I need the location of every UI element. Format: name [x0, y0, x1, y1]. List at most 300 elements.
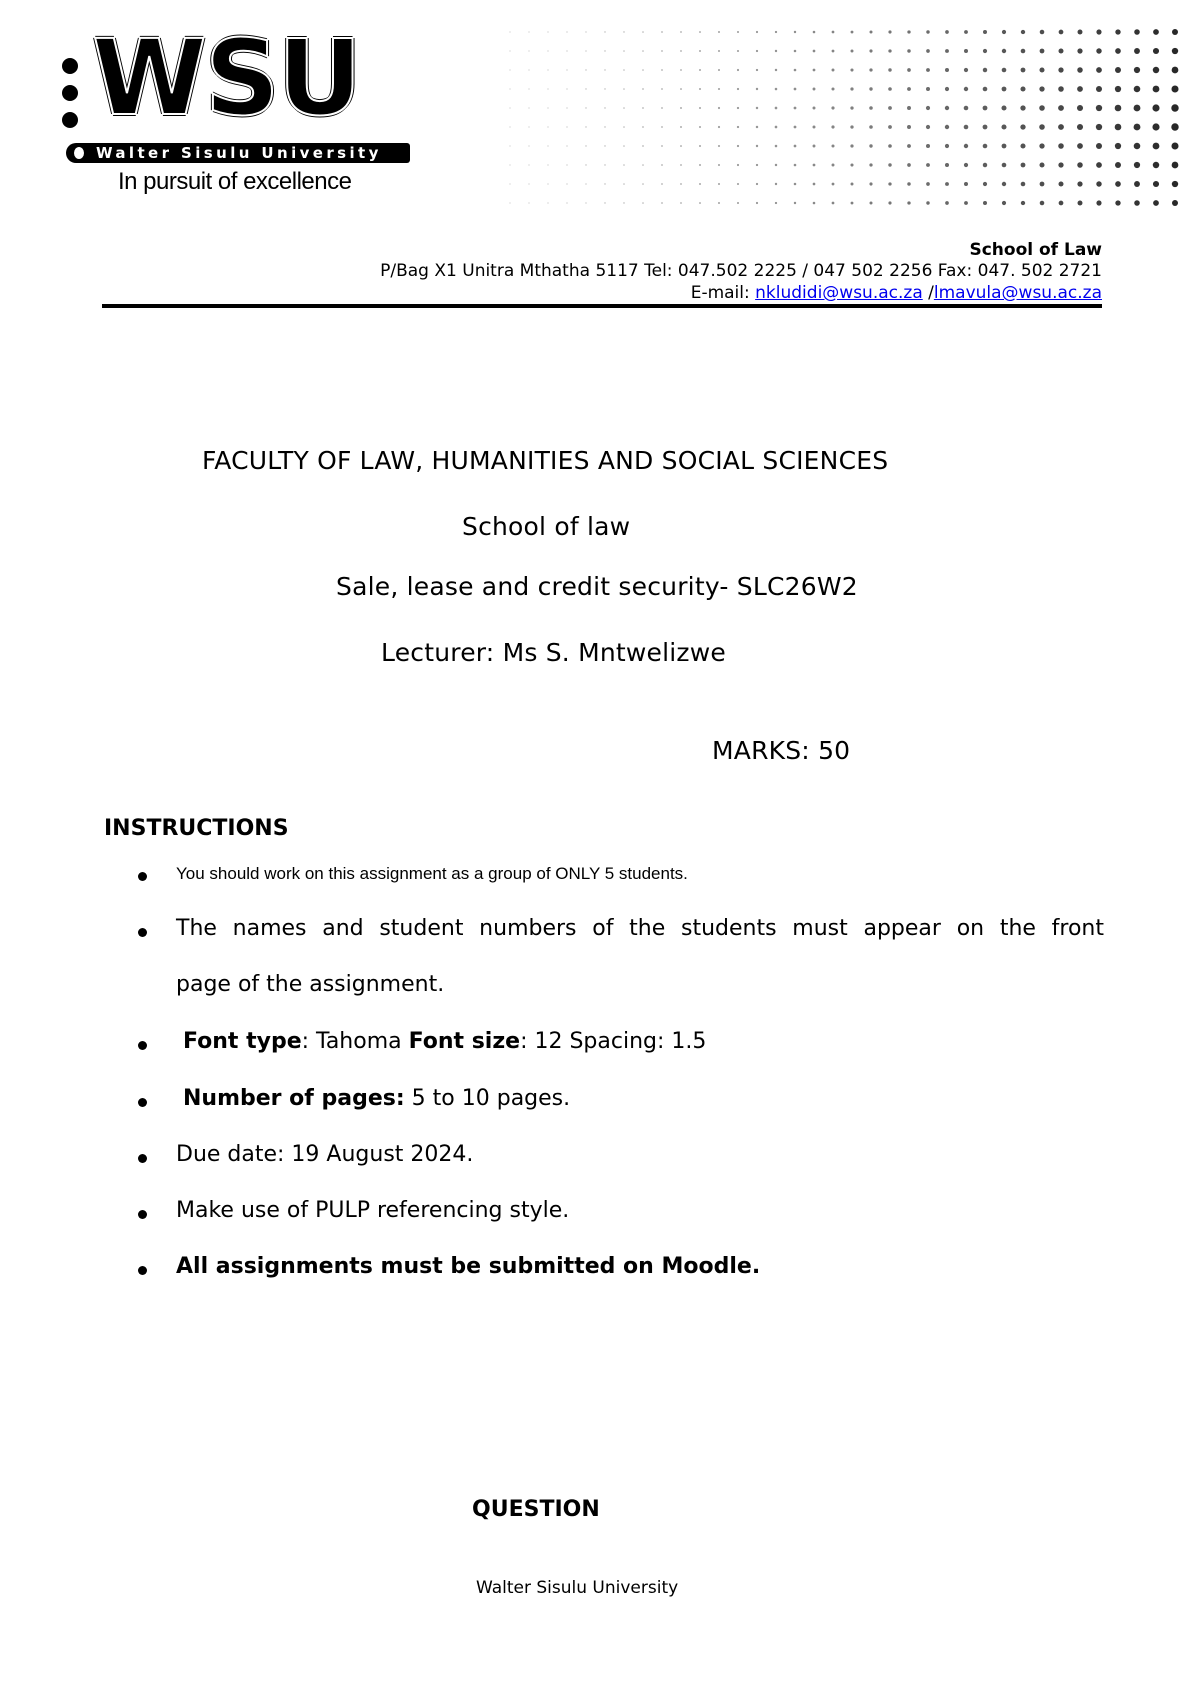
halftone-dot — [870, 202, 873, 205]
halftone-dot — [680, 107, 682, 109]
halftone-dot — [1021, 163, 1026, 168]
header-email — [691, 283, 1102, 303]
halftone-dot — [945, 49, 949, 53]
halftone-dot — [832, 202, 835, 205]
halftone-dot — [566, 50, 567, 51]
halftone-dot — [888, 30, 891, 33]
footer-text: Walter Sisulu University — [476, 1578, 679, 1598]
halftone-dot — [850, 125, 853, 128]
halftone-dot — [964, 125, 969, 130]
halftone-dot — [1134, 86, 1141, 93]
logo-tagline: In pursuit of excellence — [118, 168, 352, 195]
halftone-dot — [756, 31, 758, 33]
halftone-dot — [718, 88, 720, 90]
bullet-icon — [138, 872, 147, 881]
halftone-dot — [1172, 200, 1178, 206]
halftone-dot — [737, 183, 739, 185]
halftone-dot — [756, 107, 758, 109]
halftone-dot — [718, 145, 720, 147]
halftone-dot — [623, 164, 625, 166]
halftone-dot — [1078, 30, 1083, 35]
halftone-dot — [983, 30, 987, 34]
instruction-item: Due date: 19 August 2024. — [176, 1142, 474, 1167]
halftone-dot — [604, 50, 605, 51]
halftone-dot — [680, 88, 682, 90]
halftone-dot — [509, 50, 510, 51]
halftone-dot — [585, 164, 586, 165]
faculty-title: FACULTY OF LAW, HUMANITIES AND SOCIAL SCIENCES — [202, 446, 889, 475]
halftone-dot — [680, 183, 682, 185]
halftone-dot — [869, 87, 872, 90]
halftone-dot — [1134, 105, 1141, 112]
halftone-dot — [1115, 29, 1120, 34]
halftone-dot — [850, 144, 853, 147]
bullet-icon — [138, 1098, 147, 1107]
halftone-dot — [680, 164, 682, 166]
halftone-dot — [926, 144, 930, 148]
halftone-dot — [547, 202, 548, 203]
halftone-dot — [642, 31, 644, 33]
logo-university-name-text: Walter Sisulu University — [96, 144, 382, 162]
halftone-dot — [1134, 143, 1141, 150]
font-type-label: Font type — [183, 1029, 302, 1054]
halftone-dot — [813, 202, 816, 205]
halftone-dot — [964, 30, 968, 34]
halftone-dot — [623, 88, 625, 90]
halftone-dot — [907, 68, 911, 72]
halftone-dot — [888, 87, 892, 91]
halftone-dot — [1077, 124, 1083, 130]
halftone-dot — [794, 126, 797, 129]
instructions-heading: INSTRUCTIONS — [104, 816, 289, 841]
halftone-dot — [1001, 105, 1006, 110]
halftone-dot — [737, 126, 739, 128]
halftone-dot — [945, 182, 949, 186]
halftone-dot — [1039, 162, 1044, 167]
halftone-dot — [1172, 29, 1178, 35]
halftone-dot — [1172, 67, 1179, 74]
halftone-dot — [661, 107, 663, 109]
halftone-dot — [1077, 48, 1082, 53]
halftone-dot — [680, 202, 682, 204]
halftone-dot — [964, 49, 968, 53]
halftone-dot — [718, 126, 720, 128]
halftone-dot — [775, 88, 778, 91]
halftone-dot — [547, 164, 548, 165]
halftone-dot — [509, 88, 510, 89]
halftone-dot — [907, 182, 910, 185]
halftone-dot — [888, 163, 891, 166]
halftone-dot — [964, 182, 968, 186]
halftone-dot — [1077, 181, 1082, 186]
halftone-dot — [1096, 181, 1101, 186]
halftone-dot — [642, 88, 644, 90]
logo-university-name — [66, 143, 410, 163]
halftone-dot — [1058, 124, 1064, 130]
halftone-dot — [642, 202, 644, 204]
halftone-dot — [850, 106, 853, 109]
halftone-dot — [1077, 67, 1083, 73]
halftone-dot — [832, 50, 835, 53]
halftone-dot — [737, 50, 739, 52]
halftone-dot — [1077, 105, 1083, 111]
halftone-dot — [1172, 48, 1178, 54]
halftone-dot — [907, 49, 910, 52]
halftone-dot — [907, 87, 911, 91]
halftone-dot — [794, 164, 797, 167]
halftone-dot — [661, 50, 663, 52]
halftone-dot — [699, 202, 701, 204]
halftone-dot — [718, 202, 720, 204]
halftone-dot — [869, 49, 872, 52]
bullet-icon — [138, 928, 147, 937]
halftone-dot — [851, 183, 854, 186]
halftone-dot — [831, 106, 834, 109]
halftone-dot — [1152, 104, 1159, 111]
number-of-pages-label: Number of pages: — [183, 1086, 405, 1111]
halftone-dot — [642, 107, 644, 109]
halftone-dot — [547, 88, 548, 89]
halftone-dot — [813, 183, 816, 186]
halftone-dot — [813, 69, 816, 72]
halftone-dot — [1115, 200, 1120, 205]
halftone-dot — [680, 50, 682, 52]
halftone-dot — [869, 182, 872, 185]
halftone-dot — [1115, 181, 1121, 187]
halftone-dot — [850, 87, 853, 90]
halftone-dot — [661, 145, 663, 147]
halftone-dot — [888, 182, 891, 185]
halftone-dot — [1172, 181, 1178, 187]
halftone-dot — [1058, 162, 1063, 167]
halftone-dot — [775, 31, 777, 33]
halftone-dot — [528, 107, 529, 108]
halftone-dot — [756, 88, 758, 90]
halftone-dot — [907, 125, 911, 129]
halftone-dot — [699, 88, 701, 90]
halftone-dot — [945, 106, 949, 110]
halftone-dot — [964, 106, 969, 111]
halftone-dot — [718, 69, 720, 71]
halftone-dot — [869, 125, 873, 129]
halftone-dot — [775, 145, 778, 148]
email-label: E-mail: — [690, 283, 756, 303]
halftone-dot — [737, 145, 739, 147]
halftone-dot — [1171, 142, 1178, 149]
course-title: Sale, lease and credit security- SLC26W2 — [336, 572, 858, 601]
halftone-dot — [699, 31, 701, 33]
halftone-dot — [1115, 124, 1122, 131]
header-school: School of Law — [969, 240, 1102, 260]
halftone-dot — [737, 164, 739, 166]
halftone-dot — [1021, 201, 1025, 205]
email-separator: / — [922, 283, 934, 303]
halftone-dot — [585, 107, 586, 108]
halftone-dot — [699, 50, 701, 52]
halftone-dot — [547, 126, 548, 127]
halftone-dot — [907, 144, 911, 148]
halftone-dot — [1153, 200, 1159, 206]
halftone-dot — [1172, 162, 1179, 169]
halftone-dot — [926, 201, 929, 204]
halftone-dot — [888, 201, 891, 204]
halftone-dot — [1077, 143, 1083, 149]
halftone-dot — [1077, 86, 1083, 92]
halftone-dot — [832, 164, 835, 167]
halftone-dot — [888, 125, 892, 129]
halftone-dot — [566, 107, 567, 108]
bullet-icon — [138, 1266, 147, 1275]
halftone-dot — [1115, 48, 1121, 54]
halftone-dot — [851, 202, 854, 205]
halftone-dot — [528, 126, 529, 127]
bullet-icon — [138, 1154, 147, 1163]
halftone-dot — [888, 68, 891, 71]
halftone-dot — [1096, 29, 1101, 34]
halftone-dot — [699, 126, 701, 128]
halftone-dot — [509, 164, 510, 165]
halftone-dot — [851, 31, 854, 34]
halftone-dot — [623, 31, 624, 32]
halftone-dot — [870, 31, 873, 34]
halftone-dot — [1153, 162, 1159, 168]
halftone-dot — [888, 49, 891, 52]
halftone-dot — [869, 68, 872, 71]
halftone-dot — [528, 145, 529, 146]
halftone-dot — [509, 126, 510, 127]
halftone-dot — [528, 202, 529, 203]
halftone-dot — [1039, 105, 1045, 111]
halftone-dot — [1020, 86, 1025, 91]
halftone-dot — [737, 31, 739, 33]
halftone-dot — [831, 87, 834, 90]
halftone-dot — [983, 182, 987, 186]
instruction-item — [176, 1029, 706, 1054]
halftone-dot-pattern — [500, 22, 1200, 222]
halftone-dot — [926, 106, 930, 110]
halftone-dot — [869, 163, 872, 166]
halftone-dot — [869, 106, 873, 110]
halftone-dot — [794, 202, 796, 204]
halftone-dot — [661, 164, 663, 166]
halftone-dot — [1058, 105, 1064, 111]
halftone-dot — [945, 125, 949, 129]
instruction-item: You should work on this assignment as a group of ONLY 5 students. — [176, 864, 688, 883]
halftone-dot — [623, 107, 625, 109]
halftone-dot — [1096, 200, 1101, 205]
halftone-dot — [945, 144, 949, 148]
halftone-dot — [1020, 143, 1025, 148]
halftone-dot — [794, 183, 797, 186]
halftone-dot — [642, 145, 644, 147]
halftone-dot — [604, 145, 605, 146]
halftone-dot — [1096, 86, 1102, 92]
halftone-dot — [718, 183, 720, 185]
halftone-dot — [1058, 86, 1064, 92]
halftone-dot — [983, 106, 988, 111]
halftone-dot — [604, 164, 605, 165]
halftone-dot — [604, 202, 605, 203]
halftone-dot — [737, 69, 739, 71]
halftone-dot — [775, 202, 777, 204]
halftone-dot — [661, 69, 663, 71]
halftone-dot — [775, 164, 777, 166]
halftone-dot — [528, 31, 529, 32]
logo-dot — [62, 112, 78, 128]
halftone-dot — [1058, 67, 1063, 72]
halftone-dot — [1002, 68, 1007, 73]
halftone-dot — [680, 126, 682, 128]
halftone-dot — [983, 49, 987, 53]
halftone-dot — [699, 183, 701, 185]
header-rule — [102, 304, 1102, 308]
halftone-dot — [1002, 163, 1007, 168]
email-link-2[interactable]: lmavula@wsu.ac.za — [933, 283, 1102, 303]
logo-wordmark: WSU — [92, 17, 361, 139]
halftone-dot — [1002, 201, 1006, 205]
halftone-dot — [1040, 182, 1045, 187]
halftone-dot — [623, 50, 625, 52]
halftone-dot — [983, 201, 987, 205]
halftone-dot — [926, 68, 930, 72]
halftone-dot — [964, 163, 968, 167]
halftone-dot — [832, 69, 835, 72]
halftone-dot — [585, 183, 586, 184]
font-type-value: : Tahoma — [301, 1029, 409, 1054]
halftone-dot — [642, 164, 644, 166]
halftone-dot — [1134, 124, 1141, 131]
halftone-dot — [718, 107, 720, 109]
font-size-label: Font size — [408, 1029, 521, 1054]
halftone-dot — [775, 183, 777, 185]
halftone-dot — [813, 145, 816, 148]
logo-bar-dot — [74, 147, 84, 159]
halftone-dot — [661, 126, 663, 128]
halftone-dot — [661, 202, 663, 204]
halftone-dot — [1134, 67, 1140, 73]
halftone-dot — [794, 145, 797, 148]
bullet-icon — [138, 1210, 147, 1219]
font-size-value: : 12 Spacing: 1.5 — [520, 1029, 707, 1054]
halftone-dot — [718, 164, 720, 166]
halftone-dot — [945, 87, 949, 91]
instruction-item: Make use of PULP referencing style. — [176, 1198, 570, 1223]
halftone-dot — [775, 69, 777, 71]
halftone-dot — [813, 126, 816, 129]
instruction-item-continuation: page of the assignment. — [176, 972, 445, 997]
halftone-dot — [794, 50, 797, 53]
halftone-dot — [1134, 29, 1140, 35]
halftone-dot — [680, 69, 682, 71]
halftone-dot — [661, 183, 663, 185]
halftone-dot — [1115, 162, 1121, 168]
halftone-dot — [566, 145, 567, 146]
halftone-dot — [699, 145, 701, 147]
halftone-dot — [1152, 123, 1159, 130]
halftone-dot — [794, 88, 797, 91]
halftone-dot — [1021, 30, 1025, 34]
halftone-dot — [756, 164, 758, 166]
halftone-dot — [964, 144, 968, 148]
halftone-dot — [547, 183, 548, 184]
halftone-dot — [850, 68, 853, 71]
halftone-dot — [585, 88, 586, 89]
halftone-dot — [699, 69, 701, 71]
halftone-dot — [794, 107, 797, 110]
halftone-dot — [509, 31, 510, 32]
halftone-dot — [623, 145, 625, 147]
halftone-dot — [1153, 67, 1159, 73]
halftone-dot — [756, 183, 758, 185]
halftone-dot — [756, 202, 758, 204]
halftone-dot — [566, 88, 567, 89]
halftone-dot — [699, 107, 701, 109]
halftone-dot — [926, 125, 930, 129]
halftone-dot — [1153, 86, 1160, 93]
halftone-dot — [831, 144, 834, 147]
halftone-dot — [623, 202, 624, 203]
halftone-dot — [509, 202, 510, 203]
halftone-dot — [528, 69, 529, 70]
halftone-dot — [851, 50, 854, 53]
question-heading: QUESTION — [472, 1497, 600, 1522]
halftone-dot — [1002, 30, 1006, 34]
halftone-dot — [964, 87, 968, 91]
email-link-1[interactable]: nkludidi@wsu.ac.za — [755, 283, 923, 303]
halftone-dot — [926, 182, 930, 186]
halftone-dot — [831, 125, 834, 128]
halftone-dot — [945, 68, 949, 72]
halftone-dot — [680, 31, 682, 33]
halftone-dot — [907, 201, 910, 204]
halftone-dot — [1058, 48, 1063, 53]
halftone-dot — [547, 145, 548, 146]
halftone-dot — [604, 31, 605, 32]
halftone-dot — [775, 50, 777, 52]
header-address: P/Bag X1 Unitra Mthatha 5117 Tel: 047.502 2225 / 047 502 2256 Fax: 047. 502 2721 — [380, 261, 1102, 281]
halftone-dot — [547, 107, 548, 108]
halftone-dot — [604, 69, 605, 70]
halftone-dot — [566, 183, 567, 184]
halftone-dot — [642, 126, 644, 128]
halftone-dot — [585, 69, 586, 70]
halftone-dot — [1096, 124, 1102, 130]
halftone-dot — [907, 106, 911, 110]
halftone-dot — [1039, 67, 1044, 72]
halftone-dot — [1171, 123, 1178, 130]
halftone-dot — [1040, 49, 1045, 54]
halftone-dot — [1039, 86, 1044, 91]
instruction-item — [176, 1086, 570, 1111]
halftone-dot — [832, 31, 835, 34]
halftone-dot — [1077, 162, 1083, 168]
halftone-dot — [737, 202, 739, 204]
halftone-dot — [813, 88, 816, 91]
halftone-dot — [983, 87, 988, 92]
halftone-dot — [528, 164, 529, 165]
marks: MARKS: 50 — [712, 736, 851, 765]
halftone-dot — [775, 107, 778, 110]
halftone-dot — [1171, 85, 1178, 92]
halftone-dot — [1002, 49, 1006, 53]
halftone-dot — [566, 69, 567, 70]
halftone-dot — [1002, 182, 1006, 186]
halftone-dot — [832, 183, 835, 186]
halftone-dot — [509, 69, 510, 70]
bullet-icon — [138, 1041, 147, 1050]
halftone-dot — [756, 145, 758, 147]
halftone-dot — [1002, 144, 1007, 149]
